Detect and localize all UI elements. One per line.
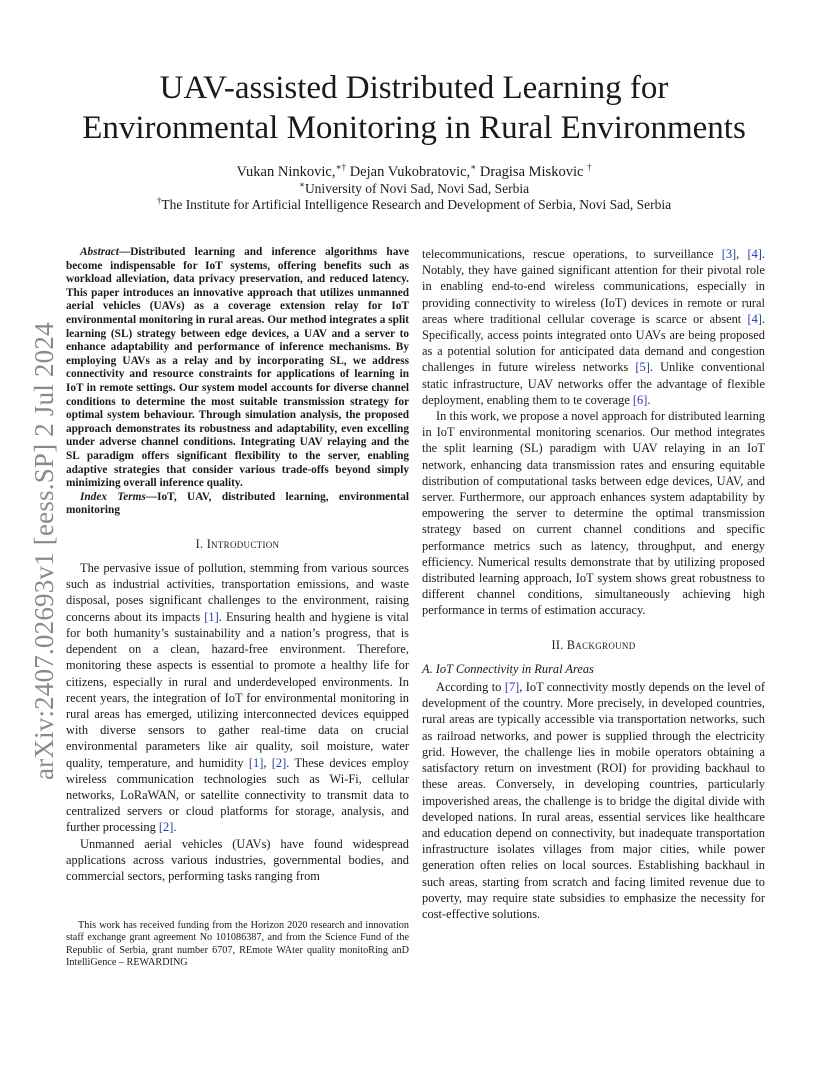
funding-footnote: This work has received funding from the Horizon 2020 research and innovation staff exchange grant agreement No 101086387, and from the Science Fund of the Republic of Serbia, grant number 6707, REmote WAter quality monitoRing anD IntelliGence – REWARDING — [66, 920, 409, 969]
title-line-2: Environmental Monitoring in Rural Environments — [82, 110, 746, 146]
affiliation-2 — [60, 196, 768, 213]
index-terms-text: —IoT, UAV, distributed learning, environmental monitoring — [66, 490, 409, 517]
text-run: Unmanned aerial vehicles (UAVs) have found widespread applications across various industries, governmental bodies, and commercial sectors, performing tasks ranging from — [66, 836, 409, 883]
index-terms-label: Index Terms — [80, 490, 146, 503]
text-run: . Specifically, access points integrated onto UAVs are being proposed as a potential solution for anticipated data demand and congestion challenges in future wireless networks — [422, 311, 765, 375]
right-column — [422, 246, 765, 922]
text-run: . Notably, they have gained significant attention for their pivotal role in enabling end-to-end wireless communications, especially in providing connectivity to wireless (IoT) devices in remote or rural areas where traditional cellular coverage is scarce or absent — [422, 247, 765, 326]
citation-link[interactable]: [2] — [271, 755, 287, 770]
text-run: . Unlike conventional static infrastructure, UAV networks offer the advantage of flexible deployment, enabling them to te coverage — [422, 360, 766, 407]
author-3: Dragisa Miskovic — [476, 164, 588, 180]
abstract-text: —Distributed learning and inference algorithms have become indispensable for IoT systems, offering benefits such as workload alleviation, data privacy preservation, and reduced latency. This paper introduces an innovative approach that utilizes unmanned aerial vehicles (UAVs) as a coverage extension relay for IoT environmental monitoring in rural areas. Our method integrates a split learning (SL) strategy between edge devices, a UAV and a server to enhance adaptability and performance of inference mechanisms. By employing UAVs as a relay and by incorporating SL, we address connectivity and resource constraints for applications of learning in IoT in remote settings. Our system model accounts for diverse channel conditions to determine the most suitable transmission strategy for optimal system behaviour. Through simulation analysis, the proposed approach demonstrates its robustness and adaptability, even excelling under adverse channel conditions. Integrating UAV relaying and the SL paradigm offers significant flexibility to the server, enabling adaptive strategies that consider various trade-offs beyond simply minimizing overall inference quality. — [66, 246, 409, 490]
citation-link[interactable]: [5] — [635, 360, 650, 375]
arxiv-stamp[interactable]: arXiv:2407.02693v1 [eess.SP] 2 Jul 2024 — [29, 322, 59, 780]
text-run: , — [263, 755, 272, 770]
affiliation-2-mark: † — [156, 195, 162, 206]
citation-link[interactable]: [2] — [158, 820, 174, 835]
affiliation-1-text: University of Novi Sad, Novi Sad, Serbia — [304, 181, 530, 196]
citation-link[interactable]: [1] — [248, 755, 264, 770]
author-list — [60, 163, 768, 181]
section-heading-background: II. Background — [551, 637, 636, 652]
citation-link[interactable]: [3] — [721, 247, 737, 261]
intro-paragraph-1 — [66, 560, 409, 835]
text-run: . — [173, 820, 177, 835]
text-run: . Ensuring health and hygiene is vital for both humanity’s sustainability and a nation’s progress, that is dependent on a clean, hazard-free environment. Therefore, monitoring these aspects is essential to promote a healthy life for citizens, especially in rural and underdeveloped environments. In recent years, the integration of IoT for environmental monitoring in rural areas has emerged, utilizing interconnected devices equipped with diverse sensors to gather real-time data on crucial environmental parameters like air quality, soil moisture, water quality, temperature, and humidity — [66, 609, 409, 770]
author-1-marks: ∗† — [335, 162, 347, 173]
text-run: . These devices employ wireless communication technologies such as Wi-Fi, cellular networks, LoRaWAN, or satellite connectivity to transmit data to centralized servers or cloud platforms for storage, analysis, and further processing — [66, 755, 409, 835]
affiliation-1-mark: ∗ — [298, 179, 305, 190]
citation-link[interactable]: [4] — [747, 311, 762, 326]
intro-paragraph-3: In this work, we propose a novel approach for distributed learning in IoT environmental monitoring scenarios. Our method integrates the split learning (SL) paradigm with UAV relaying in an IoT network, enhancing data transmission rates and ensuring equitable distribution of computational tasks between edge devices, UAV, and server. Furthermore, our approach enhances system adaptability by empowering the server to determine the optimal transmission strategy based on current channel conditions and specific performance metrics such as latency, throughput, and energy efficiency. Numerical results demonstrate that by utilizing proposed distributed learning approach, IoT system shows great robustness to different channel conditions, simultaneously achieving high performance in terms of estimation accuracy. — [422, 409, 765, 618]
index-terms — [66, 491, 409, 518]
text-run: . — [647, 392, 651, 407]
left-column — [66, 246, 409, 884]
text-run: According to — [436, 680, 505, 695]
subsection-heading-a: A. IoT Connectivity in Rural Areas — [422, 661, 594, 676]
citation-link[interactable]: [4] — [747, 247, 762, 261]
section-heading-introduction: I. Introduction — [195, 536, 280, 551]
title-line-1: UAV-assisted Distributed Learning for — [159, 70, 669, 106]
citation-link[interactable]: [7] — [504, 680, 520, 695]
author-2: Dejan Vukobratovic, — [346, 164, 471, 180]
text-run: The pervasive issue of pollution, stemming from various sources such as industrial activities, transportation emissions, and waste disposal, poses significant challenges to the environment, raising concerns about its impacts — [66, 561, 409, 624]
intro-paragraph-2-continued — [422, 246, 765, 408]
affiliation-2-text: The Institute for Artificial Intelligence Research and Development of Serbia, Novi Sad, Serbia — [161, 197, 672, 212]
author-3-marks: † — [587, 162, 592, 173]
abstract — [66, 246, 409, 491]
text-run: , IoT connectivity mostly depends on the level of development of the country. More precisely, in developed countries, rural areas are typically accessible via transportation networks, such as railroad networks, and power is supplied through the electricity grid. However, the challenge lies in mobile operators obtaining a satisfactory return on investment (ROI) for providing backhaul to these areas. Conversely, in developing countries, particularly impoverished areas, the challenge is to bridge the digital divide with developed nations. In rural areas, essential services like healthcare and education depend on connectivity, but inadequate transportation infrastructure isolates villages from major cities, while power generation often relies on local sources. Establishing backhaul in such areas, starting from scratch and facing limited revenue due to poverty, may require state subsidies to emphasize the necessity for cost-effective solutions. — [422, 680, 765, 921]
paper-title — [60, 68, 768, 148]
affiliation-1 — [60, 180, 768, 197]
author-1: Vukan Ninkovic, — [236, 164, 336, 180]
citation-link[interactable]: [1] — [204, 609, 219, 624]
text-run: telecommunications, rescue operations, to surveillance — [422, 247, 722, 261]
intro-paragraph-2 — [66, 836, 409, 885]
text-run: , — [736, 247, 748, 261]
author-2-marks: ∗ — [470, 162, 477, 173]
abstract-label: Abstract — [80, 246, 119, 258]
background-paragraph-1 — [422, 679, 765, 922]
citation-link[interactable]: [6] — [632, 392, 648, 407]
